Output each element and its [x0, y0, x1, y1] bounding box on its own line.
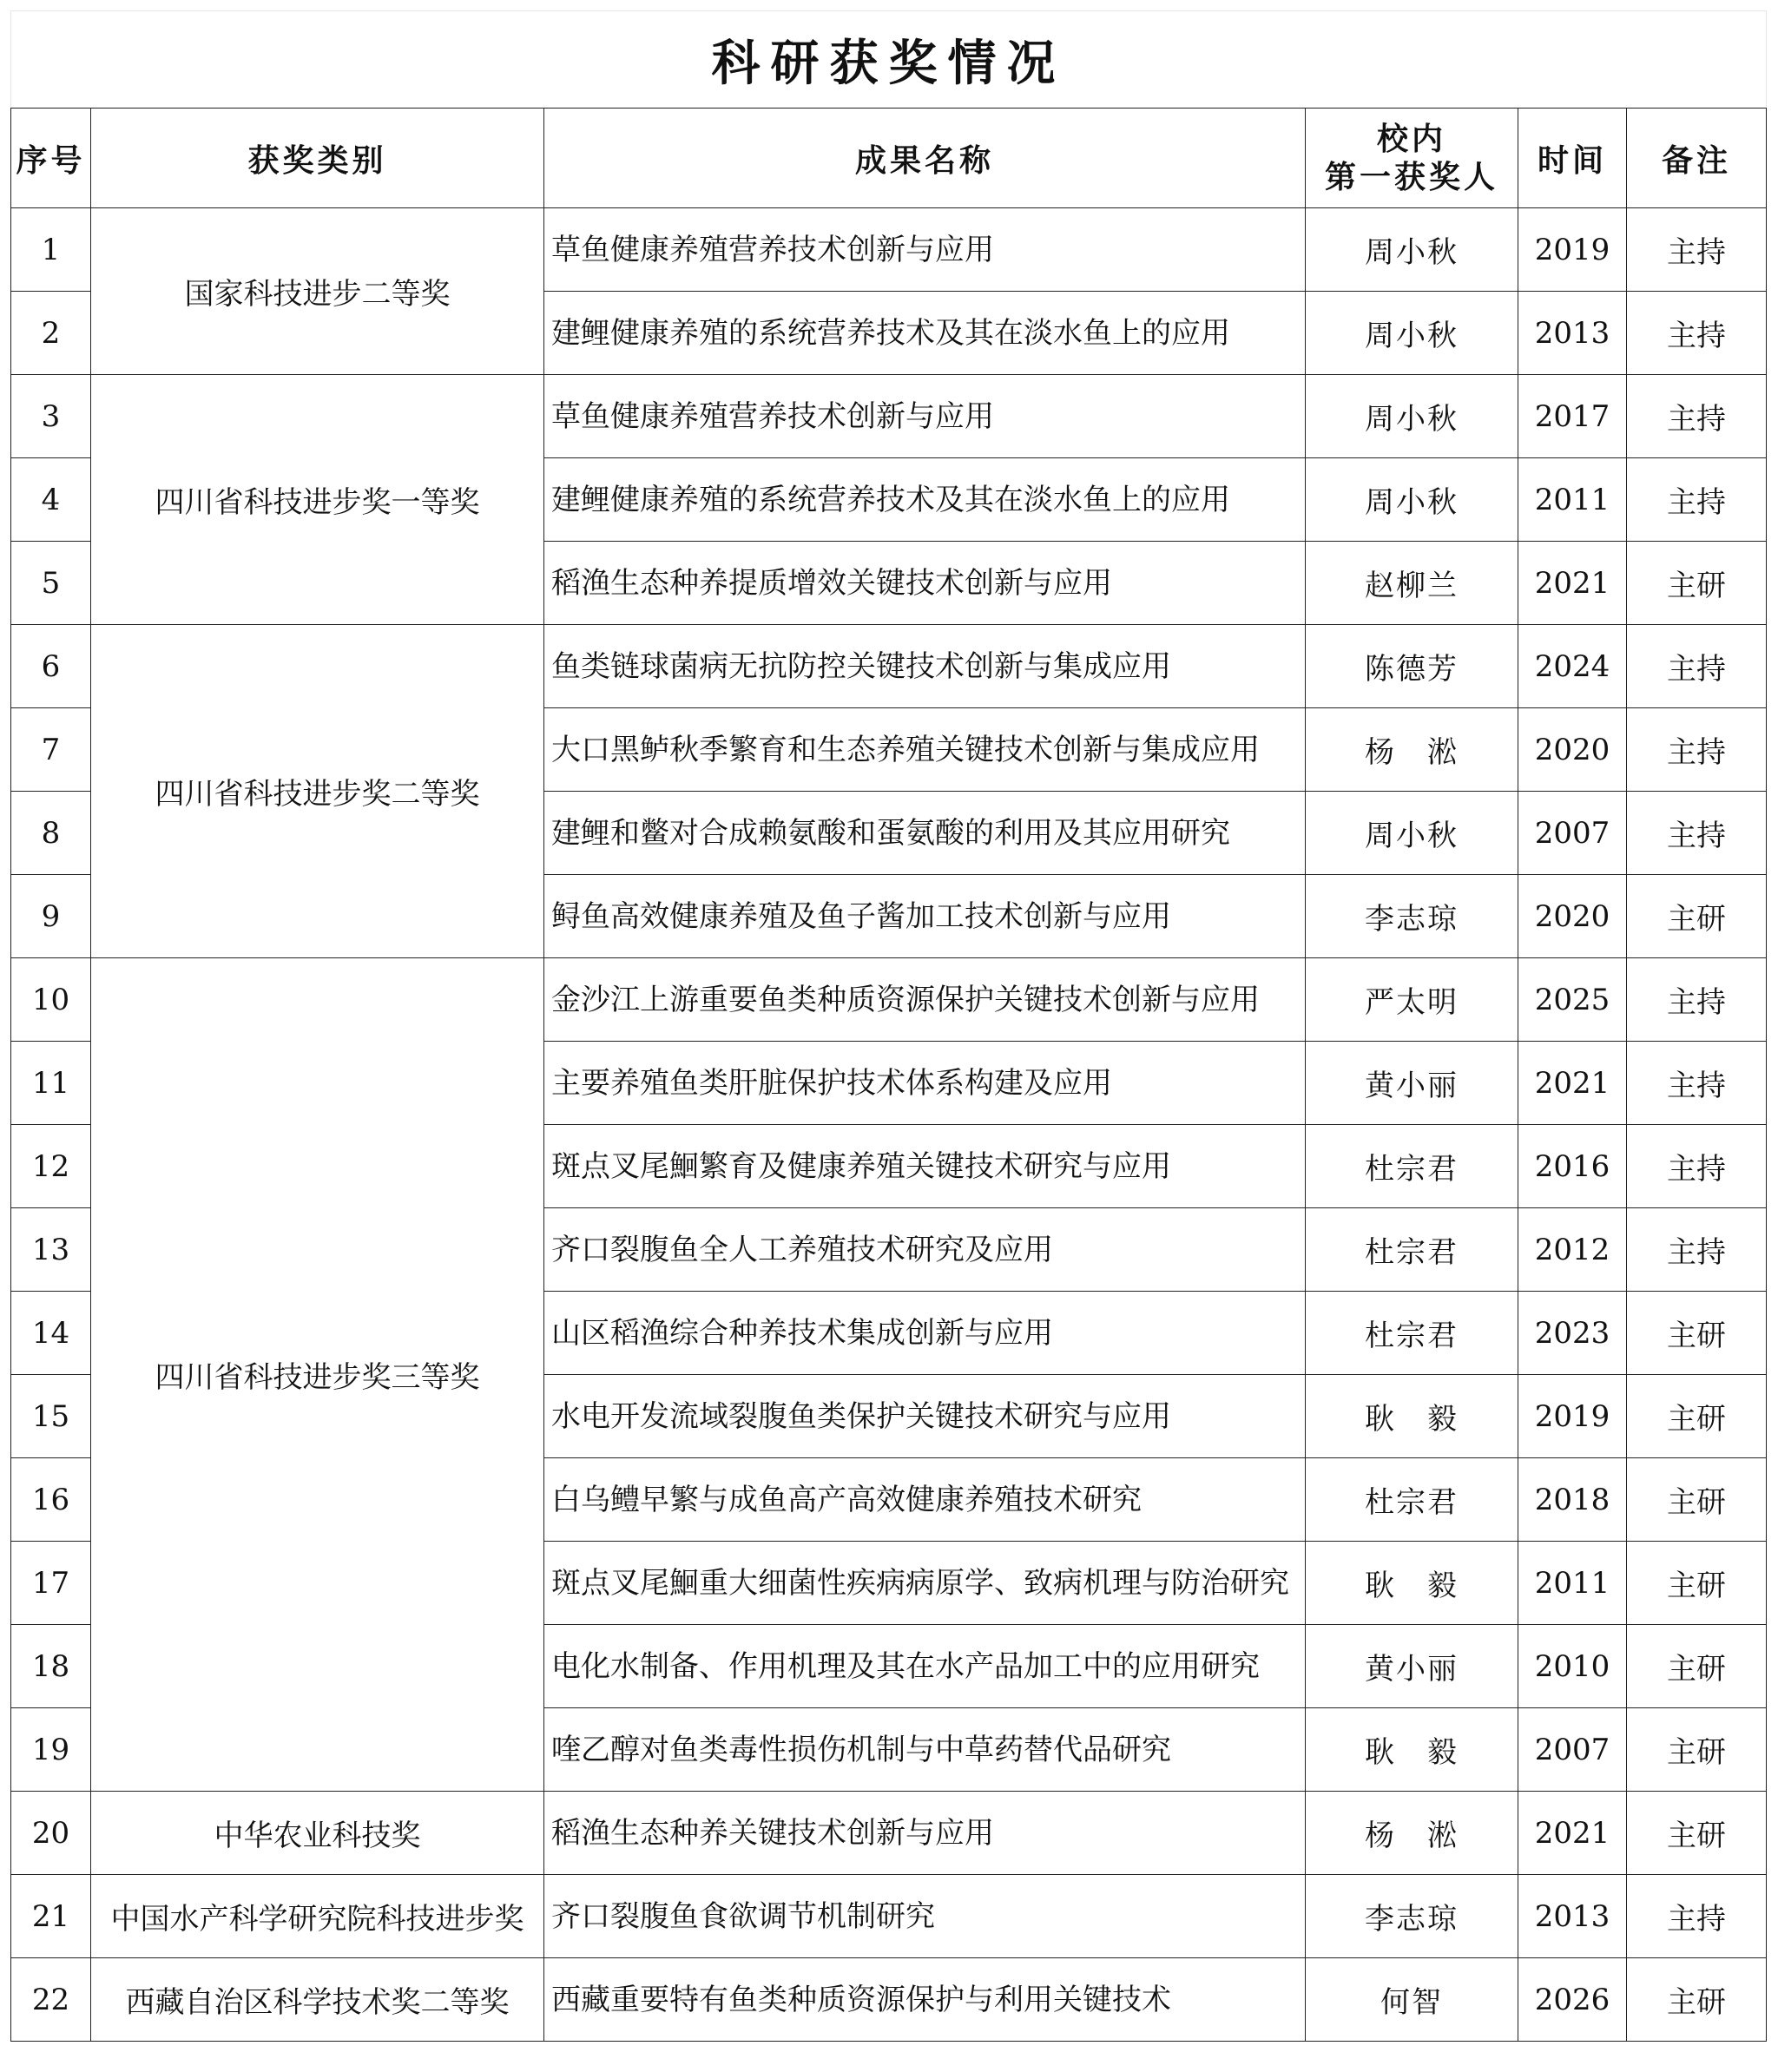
achievement-name: 喹乙醇对鱼类毒性损伤机制与中草药替代品研究	[544, 1708, 1306, 1792]
first-winner: 杜宗君	[1306, 1125, 1518, 1208]
row-index: 2	[11, 292, 91, 375]
achievement-name: 草鱼健康养殖营养技术创新与应用	[544, 375, 1306, 458]
award-year: 2007	[1518, 1708, 1627, 1792]
row-index: 19	[11, 1708, 91, 1792]
header-remark: 备注	[1627, 109, 1767, 208]
achievement-name: 建鲤和鳖对合成赖氨酸和蛋氨酸的利用及其应用研究	[544, 792, 1306, 875]
award-category: 中华农业科技奖	[91, 1792, 544, 1875]
header-index: 序号	[11, 109, 91, 208]
row-index: 3	[11, 375, 91, 458]
achievement-name: 山区稻渔综合种养技术集成创新与应用	[544, 1292, 1306, 1375]
first-winner: 黄小丽	[1306, 1042, 1518, 1125]
row-index: 4	[11, 458, 91, 542]
award-year: 2010	[1518, 1625, 1627, 1708]
remark: 主持	[1627, 708, 1767, 792]
remark: 主持	[1627, 625, 1767, 708]
awards-table	[10, 10, 1767, 2042]
remark: 主持	[1627, 792, 1767, 875]
award-year: 2020	[1518, 708, 1627, 792]
remark: 主研	[1627, 1708, 1767, 1792]
first-winner: 杜宗君	[1306, 1208, 1518, 1292]
row-index: 14	[11, 1292, 91, 1375]
first-winner: 黄小丽	[1306, 1625, 1518, 1708]
first-winner: 周小秋	[1306, 375, 1518, 458]
award-year: 2012	[1518, 1208, 1627, 1292]
remark: 主研	[1627, 542, 1767, 625]
remark: 主持	[1627, 958, 1767, 1042]
row-index: 15	[11, 1375, 91, 1458]
row-index: 10	[11, 958, 91, 1042]
award-year: 2011	[1518, 1542, 1627, 1625]
table-row	[11, 208, 1767, 292]
award-year: 2013	[1518, 1875, 1627, 1958]
award-year: 2021	[1518, 1792, 1627, 1875]
award-year: 2016	[1518, 1125, 1627, 1208]
remark: 主研	[1627, 1542, 1767, 1625]
first-winner: 周小秋	[1306, 458, 1518, 542]
achievement-name: 稻渔生态种养提质增效关键技术创新与应用	[544, 542, 1306, 625]
table-row	[11, 375, 1767, 458]
row-index: 1	[11, 208, 91, 292]
title-row	[11, 11, 1767, 109]
first-winner: 赵柳兰	[1306, 542, 1518, 625]
award-category: 四川省科技进步奖一等奖	[91, 375, 544, 625]
achievement-name: 鲟鱼高效健康养殖及鱼子酱加工技术创新与应用	[544, 875, 1306, 958]
row-index: 12	[11, 1125, 91, 1208]
row-index: 9	[11, 875, 91, 958]
row-index: 20	[11, 1792, 91, 1875]
first-winner: 耿 毅	[1306, 1375, 1518, 1458]
first-winner: 杨 淞	[1306, 708, 1518, 792]
remark: 主研	[1627, 1292, 1767, 1375]
award-category: 四川省科技进步奖二等奖	[91, 625, 544, 958]
remark: 主持	[1627, 1875, 1767, 1958]
remark: 主研	[1627, 1458, 1767, 1542]
achievement-name: 斑点叉尾鮰繁育及健康养殖关键技术研究与应用	[544, 1125, 1306, 1208]
award-year: 2013	[1518, 292, 1627, 375]
achievement-name: 稻渔生态种养关键技术创新与应用	[544, 1792, 1306, 1875]
table-row	[11, 1958, 1767, 2042]
award-category: 国家科技进步二等奖	[91, 208, 544, 375]
achievement-name: 建鲤健康养殖的系统营养技术及其在淡水鱼上的应用	[544, 458, 1306, 542]
award-year: 2007	[1518, 792, 1627, 875]
award-year: 2025	[1518, 958, 1627, 1042]
header-year: 时间	[1518, 109, 1627, 208]
row-index: 5	[11, 542, 91, 625]
header-achievement: 成果名称	[544, 109, 1306, 208]
award-year: 2020	[1518, 875, 1627, 958]
first-winner: 耿 毅	[1306, 1708, 1518, 1792]
remark: 主研	[1627, 1792, 1767, 1875]
first-winner: 李志琼	[1306, 875, 1518, 958]
first-winner: 耿 毅	[1306, 1542, 1518, 1625]
table-row	[11, 1875, 1767, 1958]
award-year: 2021	[1518, 542, 1627, 625]
remark: 主持	[1627, 1125, 1767, 1208]
first-winner: 周小秋	[1306, 792, 1518, 875]
remark: 主持	[1627, 1208, 1767, 1292]
table-row	[11, 958, 1767, 1042]
achievement-name: 电化水制备、作用机理及其在水产品加工中的应用研究	[544, 1625, 1306, 1708]
remark: 主研	[1627, 1375, 1767, 1458]
achievement-name: 主要养殖鱼类肝脏保护技术体系构建及应用	[544, 1042, 1306, 1125]
award-category: 中国水产科学研究院科技进步奖	[91, 1875, 544, 1958]
first-winner: 杜宗君	[1306, 1292, 1518, 1375]
award-year: 2017	[1518, 375, 1627, 458]
remark: 主研	[1627, 1625, 1767, 1708]
first-winner: 严太明	[1306, 958, 1518, 1042]
table-row	[11, 1792, 1767, 1875]
row-index: 22	[11, 1958, 91, 2042]
achievement-name: 齐口裂腹鱼全人工养殖技术研究及应用	[544, 1208, 1306, 1292]
remark: 主持	[1627, 208, 1767, 292]
row-index: 8	[11, 792, 91, 875]
achievement-name: 鱼类链球菌病无抗防控关键技术创新与集成应用	[544, 625, 1306, 708]
award-year: 2019	[1518, 1375, 1627, 1458]
first-winner: 周小秋	[1306, 208, 1518, 292]
award-year: 2023	[1518, 1292, 1627, 1375]
achievement-name: 斑点叉尾鮰重大细菌性疾病病原学、致病机理与防治研究	[544, 1542, 1306, 1625]
award-category: 四川省科技进步奖三等奖	[91, 958, 544, 1792]
award-year: 2024	[1518, 625, 1627, 708]
remark: 主持	[1627, 292, 1767, 375]
header-winner-line2: 第一获奖人	[1324, 159, 1498, 195]
first-winner: 陈德芳	[1306, 625, 1518, 708]
page-title: 科研获奖情况	[11, 11, 1767, 109]
row-index: 13	[11, 1208, 91, 1292]
row-index: 16	[11, 1458, 91, 1542]
achievement-name: 大口黑鲈秋季繁育和生态养殖关键技术创新与集成应用	[544, 708, 1306, 792]
row-index: 18	[11, 1625, 91, 1708]
achievement-name: 草鱼健康养殖营养技术创新与应用	[544, 208, 1306, 292]
achievement-name: 齐口裂腹鱼食欲调节机制研究	[544, 1875, 1306, 1958]
first-winner: 何智	[1306, 1958, 1518, 2042]
first-winner: 杜宗君	[1306, 1458, 1518, 1542]
remark: 主持	[1627, 458, 1767, 542]
achievement-name: 建鲤健康养殖的系统营养技术及其在淡水鱼上的应用	[544, 292, 1306, 375]
award-year: 2021	[1518, 1042, 1627, 1125]
remark: 主研	[1627, 875, 1767, 958]
header-row	[11, 109, 1767, 208]
header-winner-line1: 校内	[1376, 121, 1446, 157]
achievement-name: 西藏重要特有鱼类种质资源保护与利用关键技术	[544, 1958, 1306, 2042]
remark: 主持	[1627, 1042, 1767, 1125]
table-row	[11, 625, 1767, 708]
first-winner: 李志琼	[1306, 1875, 1518, 1958]
award-year: 2011	[1518, 458, 1627, 542]
achievement-name: 金沙江上游重要鱼类种质资源保护关键技术创新与应用	[544, 958, 1306, 1042]
first-winner: 杨 淞	[1306, 1792, 1518, 1875]
achievement-name: 水电开发流域裂腹鱼类保护关键技术研究与应用	[544, 1375, 1306, 1458]
row-index: 21	[11, 1875, 91, 1958]
remark: 主持	[1627, 375, 1767, 458]
achievement-name: 白乌鳢早繁与成鱼高产高效健康养殖技术研究	[544, 1458, 1306, 1542]
row-index: 6	[11, 625, 91, 708]
award-year: 2018	[1518, 1458, 1627, 1542]
header-category: 获奖类别	[91, 109, 544, 208]
row-index: 7	[11, 708, 91, 792]
row-index: 11	[11, 1042, 91, 1125]
award-year: 2026	[1518, 1958, 1627, 2042]
row-index: 17	[11, 1542, 91, 1625]
table-body	[11, 208, 1767, 2042]
first-winner: 周小秋	[1306, 292, 1518, 375]
award-year: 2019	[1518, 208, 1627, 292]
award-category: 西藏自治区科学技术奖二等奖	[91, 1958, 544, 2042]
remark: 主研	[1627, 1958, 1767, 2042]
header-winner	[1306, 109, 1518, 208]
